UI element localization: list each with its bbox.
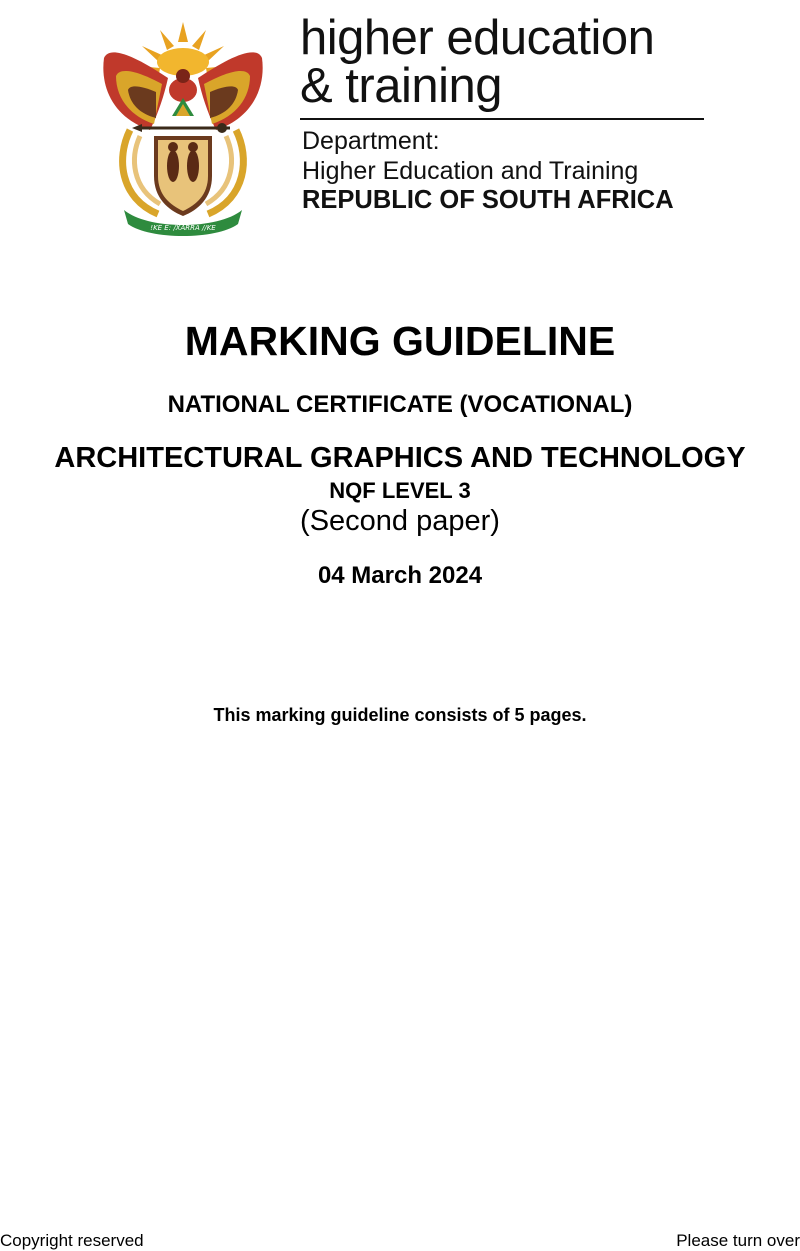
coat-of-arms-icon <box>98 18 268 236</box>
document-title: MARKING GUIDELINE <box>184 318 616 364</box>
brand-line-1: higher education <box>300 11 655 65</box>
nqf-level: NQF LEVEL 3 <box>329 478 471 503</box>
qualification: NATIONAL CERTIFICATE (VOCATIONAL) <box>167 391 633 418</box>
country-name: REPUBLIC OF SOUTH AFRICA <box>302 186 674 214</box>
brand-divider <box>300 118 704 120</box>
page-count-note: This marking guideline consists of 5 pages. <box>213 705 587 725</box>
footer-copyright: Copyright reserved <box>0 1231 144 1250</box>
brand-line-2: & training <box>300 59 503 113</box>
page-header <box>0 0 800 250</box>
exam-date: 04 March 2024 <box>317 562 483 589</box>
subject: ARCHITECTURAL GRAPHICS AND TECHNOLOGY <box>54 442 746 474</box>
motto-text: !KE E: /XARRA //KE <box>150 224 216 232</box>
department-name: Higher Education and Training <box>302 157 639 185</box>
paper-number: (Second paper) <box>300 505 500 537</box>
footer-turn-over: Please turn over <box>676 1231 800 1250</box>
department-label: Department: <box>302 127 440 155</box>
